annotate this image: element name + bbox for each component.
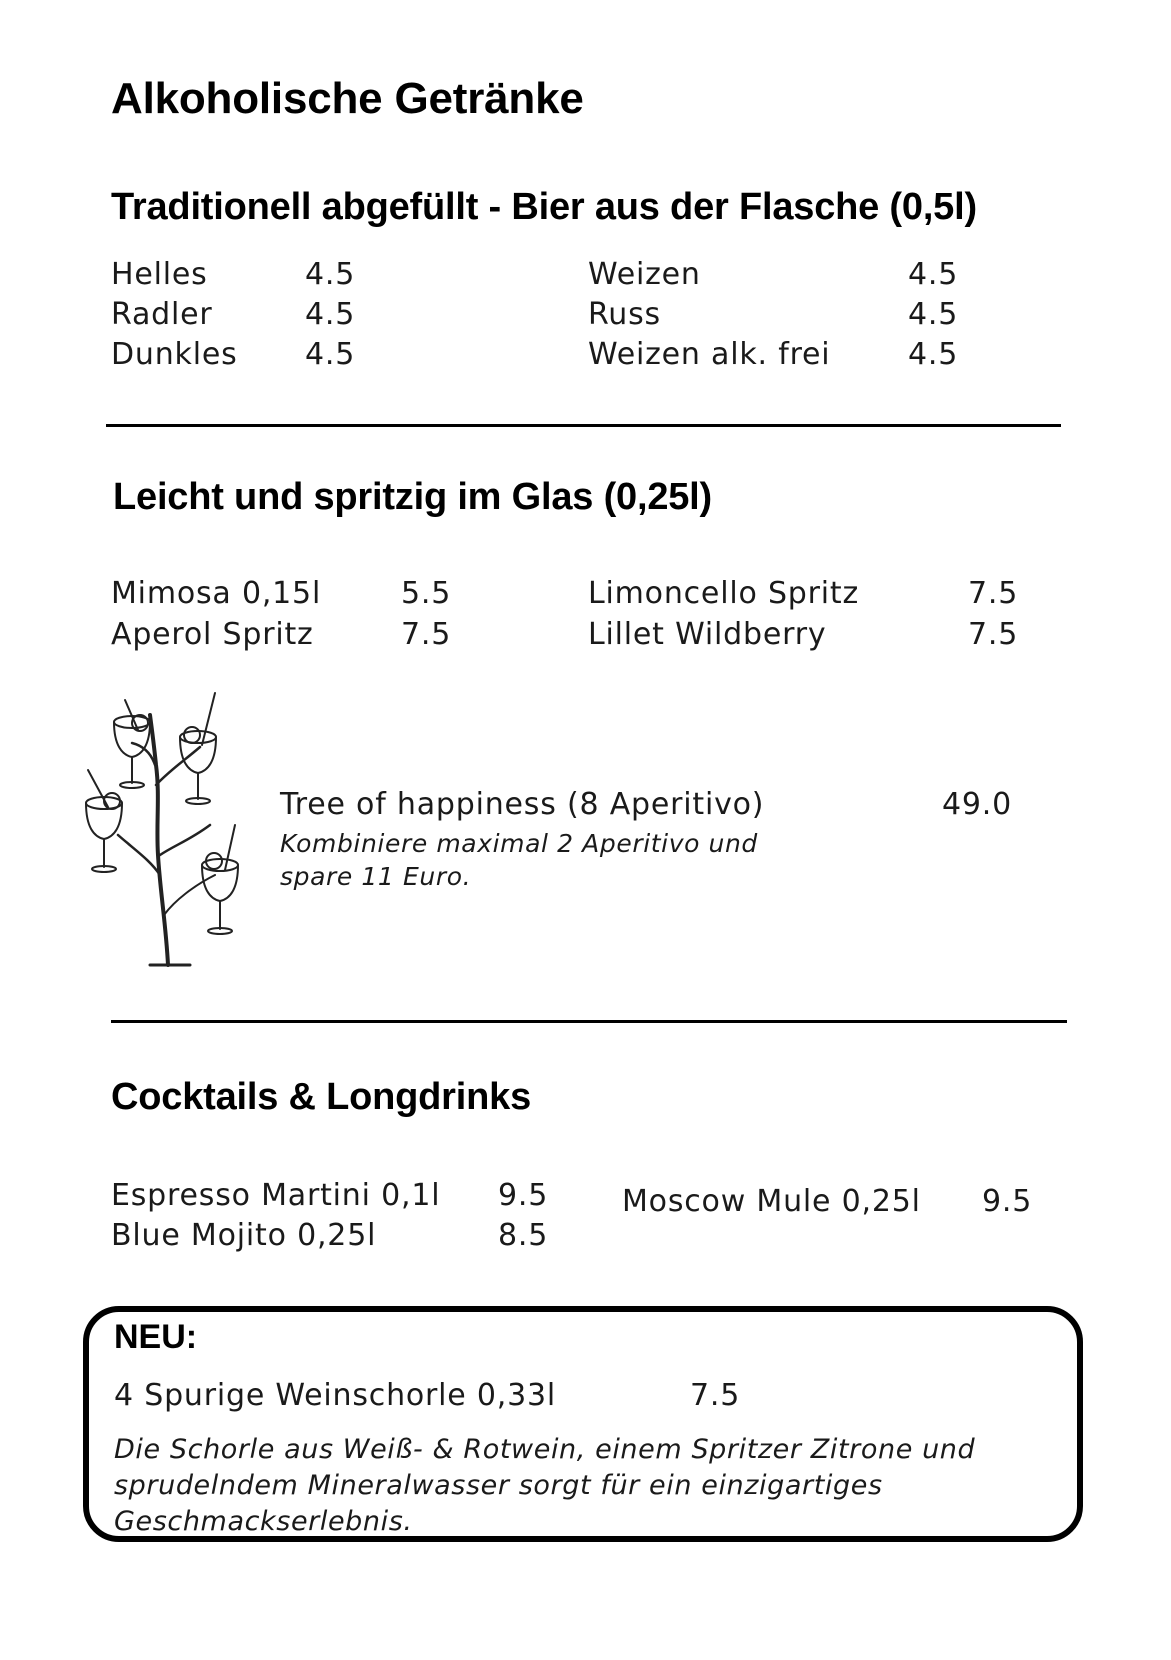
menu-item-price: 4.5 bbox=[908, 257, 959, 292]
tree-item-note: spare 11 Euro. bbox=[280, 862, 472, 891]
menu-item-price: 7.5 bbox=[968, 576, 1019, 611]
tree-item-price: 49.0 bbox=[942, 787, 1012, 822]
menu-item-price: 4.5 bbox=[305, 257, 356, 292]
menu-item-price: 8.5 bbox=[498, 1218, 549, 1253]
menu-item-name: Weizen bbox=[588, 257, 701, 292]
section-divider bbox=[111, 1020, 1067, 1023]
menu-item-name: Mimosa 0,15l bbox=[111, 576, 322, 611]
glass-heading: Leicht und spritzig im Glas (0,25l) bbox=[113, 476, 712, 518]
menu-item-price: 5.5 bbox=[401, 576, 452, 611]
new-item-description: Geschmackserlebnis. bbox=[114, 1506, 413, 1537]
menu-item-name: Aperol Spritz bbox=[111, 617, 314, 652]
new-item-price: 7.5 bbox=[690, 1378, 741, 1413]
menu-item-price: 4.5 bbox=[305, 337, 356, 372]
beer-heading: Traditionell abgefüllt - Bier aus der Flasche (0,5l) bbox=[111, 186, 977, 228]
menu-item-name: Russ bbox=[588, 297, 661, 332]
menu-item-price: 7.5 bbox=[968, 617, 1019, 652]
tree-item-name: Tree of happiness (8 Aperitivo) bbox=[280, 787, 765, 822]
menu-item-name: Weizen alk. frei bbox=[588, 337, 831, 372]
new-item-description: sprudelndem Mineralwasser sorgt für ein einzigartiges bbox=[114, 1470, 883, 1501]
menu-item-price: 4.5 bbox=[908, 297, 959, 332]
menu-item-name: Dunkles bbox=[111, 337, 238, 372]
cocktails-heading: Cocktails & Longdrinks bbox=[111, 1076, 532, 1118]
menu-item-price: 4.5 bbox=[908, 337, 959, 372]
menu-item-name: Blue Mojito 0,25l bbox=[111, 1218, 377, 1253]
new-item-name: 4 Spurige Weinschorle 0,33l bbox=[114, 1378, 557, 1413]
menu-item-name: Moscow Mule 0,25l bbox=[622, 1184, 921, 1219]
menu-item-price: 4.5 bbox=[305, 297, 356, 332]
menu-item-name: Limoncello Spritz bbox=[588, 576, 860, 611]
section-divider bbox=[106, 424, 1061, 427]
menu-item-price: 9.5 bbox=[982, 1184, 1033, 1219]
menu-item-name: Radler bbox=[111, 297, 213, 332]
menu-item-name: Lillet Wildberry bbox=[588, 617, 827, 652]
page-title: Alkoholische Getränke bbox=[111, 74, 584, 123]
menu-item-price: 7.5 bbox=[401, 617, 452, 652]
menu-item-name: Espresso Martini 0,1l bbox=[111, 1178, 441, 1213]
menu-item-name: Helles bbox=[111, 257, 208, 292]
new-label: NEU: bbox=[114, 1318, 198, 1356]
menu-item-price: 9.5 bbox=[498, 1178, 549, 1213]
tree-of-glasses-illustration bbox=[80, 675, 250, 975]
new-item-description: Die Schorle aus Weiß- & Rotwein, einem Spritzer Zitrone und bbox=[114, 1434, 976, 1465]
tree-item-note: Kombiniere maximal 2 Aperitivo und bbox=[280, 829, 758, 858]
